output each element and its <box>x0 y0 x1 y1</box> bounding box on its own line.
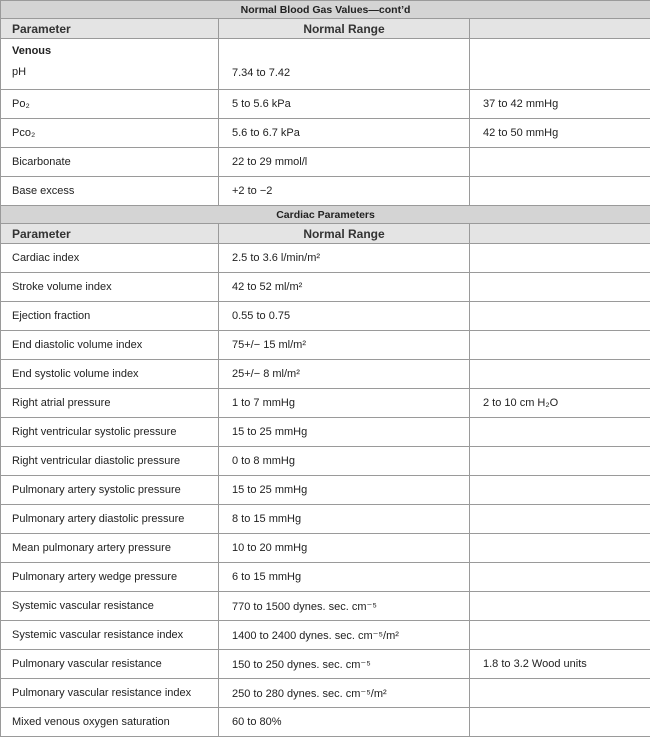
normal-range-cell: 6 to 15 mmHg <box>219 563 470 592</box>
table-row <box>1 389 650 418</box>
parameter-cell: End diastolic volume index <box>1 331 219 360</box>
alternate-units-cell <box>470 148 650 177</box>
section-title-row <box>1 206 650 224</box>
normal-range-cell: 15 to 25 mmHg <box>219 476 470 505</box>
table-row <box>1 476 650 505</box>
parameter-cell: Pulmonary artery diastolic pressure <box>1 505 219 534</box>
alternate-units-cell <box>470 331 650 360</box>
alternate-units-cell <box>470 418 650 447</box>
range-value: 7.34 to 7.42 <box>232 67 469 79</box>
parameter-cell: Stroke volume index <box>1 273 219 302</box>
parameter-cell: Ejection fraction <box>1 302 219 331</box>
header-parameter: Parameter <box>1 224 219 244</box>
table-row <box>1 244 650 273</box>
column-header-row <box>1 19 650 39</box>
parameter-cell: Systemic vascular resistance index <box>1 621 219 650</box>
normal-range-cell: 250 to 280 dynes. sec. cm⁻⁵/m² <box>219 679 470 708</box>
table-row <box>1 148 650 177</box>
header-alternate-units <box>470 224 650 244</box>
parameter-cell: End systolic volume index <box>1 360 219 389</box>
table-row <box>1 418 650 447</box>
alternate-units-cell <box>470 447 650 476</box>
normal-range-cell: 22 to 29 mmol/l <box>219 148 470 177</box>
normal-range-cell: 150 to 250 dynes. sec. cm⁻⁵ <box>219 650 470 679</box>
header-parameter: Parameter <box>1 19 219 39</box>
alternate-units-cell <box>470 621 650 650</box>
normal-range-cell: 2.5 to 3.6 l/min/m² <box>219 244 470 273</box>
parameter-cell: Right ventricular systolic pressure <box>1 418 219 447</box>
parameter-cell: Cardiac index <box>1 244 219 273</box>
table-row <box>1 302 650 331</box>
parameter-cell: Mean pulmonary artery pressure <box>1 534 219 563</box>
normal-range-cell <box>219 39 470 90</box>
alternate-units-cell: 2 to 10 cm H₂O <box>470 389 650 418</box>
alternate-units-cell <box>470 273 650 302</box>
normal-range-cell: 1400 to 2400 dynes. sec. cm⁻⁵/m² <box>219 621 470 650</box>
header-normal-range: Normal Range <box>219 19 470 39</box>
normal-range-cell: 42 to 52 ml/m² <box>219 273 470 302</box>
parameter-cell: Systemic vascular resistance <box>1 592 219 621</box>
parameter-cell: Pulmonary artery wedge pressure <box>1 563 219 592</box>
normal-range-cell: 8 to 15 mmHg <box>219 505 470 534</box>
column-header-row <box>1 224 650 244</box>
table-row <box>1 90 650 119</box>
table-row <box>1 563 650 592</box>
table-row <box>1 39 650 90</box>
parameter-cell: Base excess <box>1 177 219 206</box>
section-title: Cardiac Parameters <box>1 206 650 224</box>
parameter-cell: Pulmonary vascular resistance <box>1 650 219 679</box>
table-row <box>1 650 650 679</box>
section-title-row <box>1 1 650 19</box>
alternate-units-cell <box>470 360 650 389</box>
parameter-cell <box>1 39 219 90</box>
alternate-units-cell <box>470 592 650 621</box>
alternate-units-cell <box>470 177 650 206</box>
alternate-units-cell <box>470 708 650 737</box>
normal-range-cell: 0 to 8 mmHg <box>219 447 470 476</box>
table-row <box>1 119 650 148</box>
alternate-units-cell: 1.8 to 3.2 Wood units <box>470 650 650 679</box>
parameter-name: pH <box>12 66 26 78</box>
normal-range-cell: 0.55 to 0.75 <box>219 302 470 331</box>
alternate-units-cell: 37 to 42 mmHg <box>470 90 650 119</box>
table-row <box>1 177 650 206</box>
table-row <box>1 679 650 708</box>
parameter-cell: Pulmonary vascular resistance index <box>1 679 219 708</box>
parameter-cell: Pco₂ <box>1 119 219 148</box>
normal-range-cell: 10 to 20 mmHg <box>219 534 470 563</box>
normal-range-cell: 60 to 80% <box>219 708 470 737</box>
parameter-cell: Right atrial pressure <box>1 389 219 418</box>
parameter-cell: Bicarbonate <box>1 148 219 177</box>
alternate-units-cell <box>470 679 650 708</box>
alternate-units-cell <box>470 244 650 273</box>
table-row <box>1 592 650 621</box>
section-title: Normal Blood Gas Values—cont’d <box>1 1 650 19</box>
parameter-cell: Mixed venous oxygen saturation <box>1 708 219 737</box>
table-row <box>1 621 650 650</box>
table-row <box>1 447 650 476</box>
normal-range-cell: 1 to 7 mmHg <box>219 389 470 418</box>
alternate-units-cell <box>470 563 650 592</box>
normal-range-cell: 15 to 25 mmHg <box>219 418 470 447</box>
table-row <box>1 273 650 302</box>
normal-range-cell: 25+/− 8 ml/m² <box>219 360 470 389</box>
table-row <box>1 534 650 563</box>
table-row <box>1 360 650 389</box>
alternate-units-cell <box>470 302 650 331</box>
parameter-cell: Pulmonary artery systolic pressure <box>1 476 219 505</box>
alternate-units-cell: 42 to 50 mmHg <box>470 119 650 148</box>
table-row <box>1 505 650 534</box>
normal-range-cell: 5.6 to 6.7 kPa <box>219 119 470 148</box>
normal-range-cell: 75+/− 15 ml/m² <box>219 331 470 360</box>
parameter-cell: Po₂ <box>1 90 219 119</box>
parameter-cell: Right ventricular diastolic pressure <box>1 447 219 476</box>
alternate-units-cell <box>470 39 650 90</box>
normal-range-cell: 770 to 1500 dynes. sec. cm⁻⁵ <box>219 592 470 621</box>
table-row <box>1 708 650 737</box>
normal-range-cell: +2 to −2 <box>219 177 470 206</box>
alternate-units-cell <box>470 505 650 534</box>
normal-range-cell: 5 to 5.6 kPa <box>219 90 470 119</box>
header-alternate-units <box>470 19 650 39</box>
alternate-units-cell <box>470 534 650 563</box>
alternate-units-cell <box>470 476 650 505</box>
table-row <box>1 331 650 360</box>
group-label: Venous <box>12 45 218 57</box>
header-normal-range: Normal Range <box>219 224 470 244</box>
